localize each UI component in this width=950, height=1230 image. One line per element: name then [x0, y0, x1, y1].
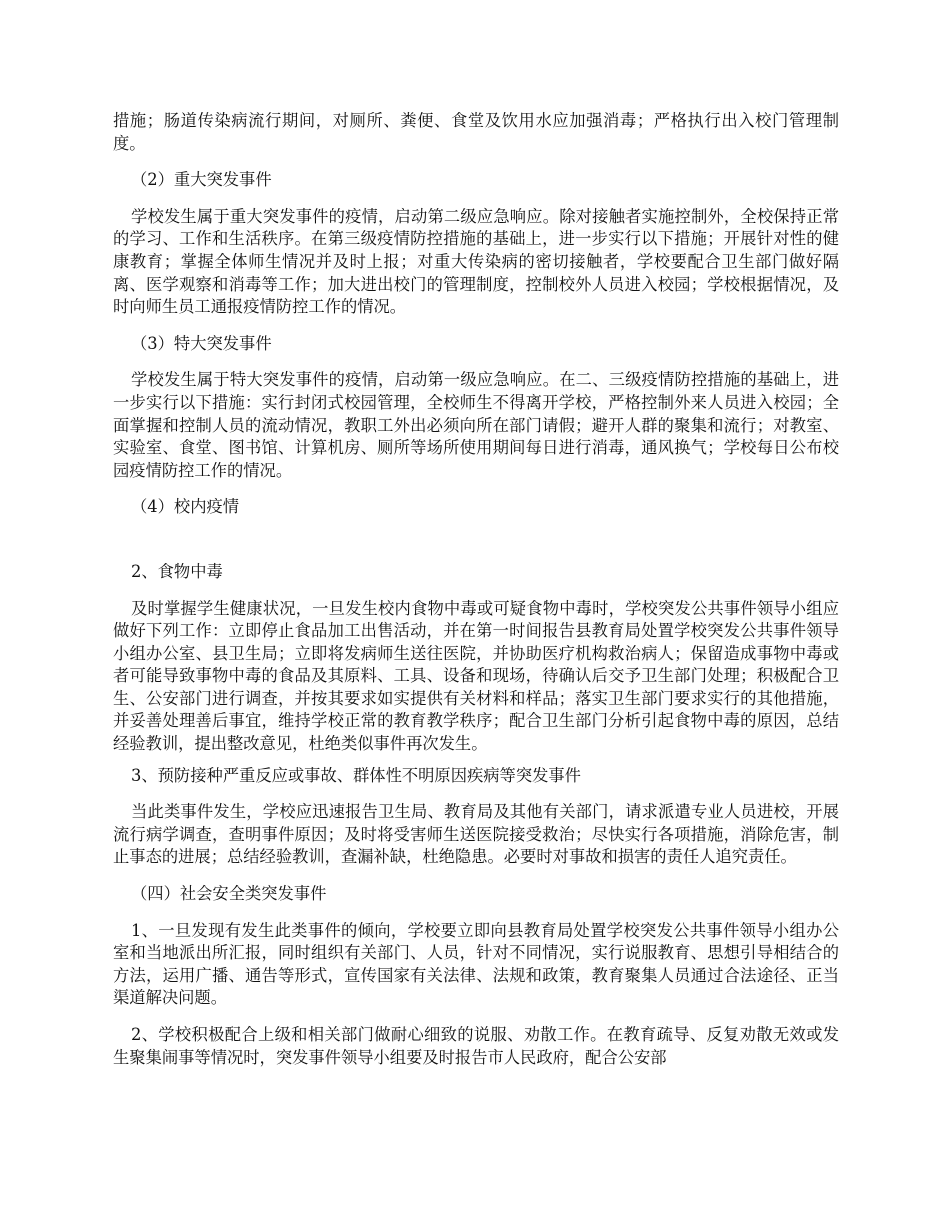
- heading-social-security: （四）社会安全类突发事件: [131, 884, 327, 904]
- heading-major-incident: （2）重大突发事件: [131, 170, 272, 190]
- heading-vaccination-incident: 3、预防接种严重反应或事故、群体性不明原因疾病等突发事件: [131, 765, 581, 785]
- paragraph-social-security-2: 2、学校积极配合上级和相关部门做耐心细致的说服、劝散工作。在教育疏导、反复劝散无效或发生聚集闹事等情况时，突发事件领导小组要及时报告市人民政府，配合公安部: [113, 1025, 839, 1067]
- paragraph-food-poisoning: 及时掌握学生健康状况，一旦发生校内食物中毒或可疑食物中毒时，学校突发公共事件领导小组应做好下列工作：立即停止食品加工出售活动，并在第一时间报告县教育局处置学校突发公共事件领导小组办公室、县卫生局；立即将发病师生送往医院，并协助医疗机构救治病人；保留造成事物中毒或者可能导致事物中毒的食品及其原料、工具、设备和现场，待确认后交予卫生部门处理；积极配合卫生、公安部门进行调查，并按其要求如实提供有关材料和样品；落实卫生部门要求实行的其他措施，并妥善处理善后事宜，维持学校正常的教育教学秩序；配合卫生部门分析引起食物中毒的原因，总结经验教训，提出整改意见，杜绝类似事件再次发生。: [113, 598, 839, 754]
- heading-extraordinary-incident: （3）特大突发事件: [131, 333, 272, 353]
- paragraph-intro-measures: 措施；肠道传染病流行期间，对厕所、粪便、食堂及饮用水应加强消毒；严格执行出入校门管理制度。: [113, 111, 839, 153]
- paragraph-major-incident: 学校发生属于重大突发事件的疫情，启动第二级应急响应。除对接触者实施控制外，全校保持正常的学习、工作和生活秩序。在第三级疫情防控措施的基础上，进一步实行以下措施；开展针对性的健康教育；掌握全体师生情况并及时上报；对重大传染病的密切接触者，学校要配合卫生部门做好隔离、医学观察和消毒等工作；加大进出校门的管理制度，控制校外人员进入校园；学校根据情况，及时向师生员工通报疫情防控工作的情况。: [113, 206, 839, 317]
- heading-campus-epidemic: （4）校内疫情: [131, 497, 240, 517]
- paragraph-social-security-1: 1、一旦发现有发生此类事件的倾向，学校要立即向县教育局处置学校突发公共事件领导小组办公室和当地派出所汇报，同时组织有关部门、人员，针对不同情况，实行说服教育、思想引导相结合的方法，运用广播、通告等形式，宣传国家有关法律、法规和政策，教育聚集人员通过合法途径、正当渠道解决问题。: [113, 920, 839, 1008]
- paragraph-vaccination-incident: 当此类事件发生，学校应迅速报告卫生局、教育局及其他有关部门，请求派遣专业人员进校，开展流行病学调查，查明事件原因；及时将受害师生送医院接受救治；尽快实行各项措施，消除危害，制止事态的进展；总结经验教训，查漏补缺，杜绝隐患。必要时对事故和损害的责任人追究责任。: [113, 802, 839, 867]
- heading-food-poisoning: 2、食物中毒: [131, 561, 223, 581]
- document-page: [113, 110, 839, 1069]
- paragraph-extraordinary-incident: 学校发生属于特大突发事件的疫情，启动第一级应急响应。在二、三级疫情防控措施的基础上，进一步实行以下措施：实行封闭式校园管理，全校师生不得离开学校，严格控制外来人员进入校园；全面掌握和控制人员的流动情况，教职工外出必须向所在部门请假；避开人群的聚集和流行；对教室、实验室、食堂、图书馆、计算机房、厕所等场所使用期间每日进行消毒，通风换气；学校每日公布校园疫情防控工作的情况。: [113, 370, 839, 480]
